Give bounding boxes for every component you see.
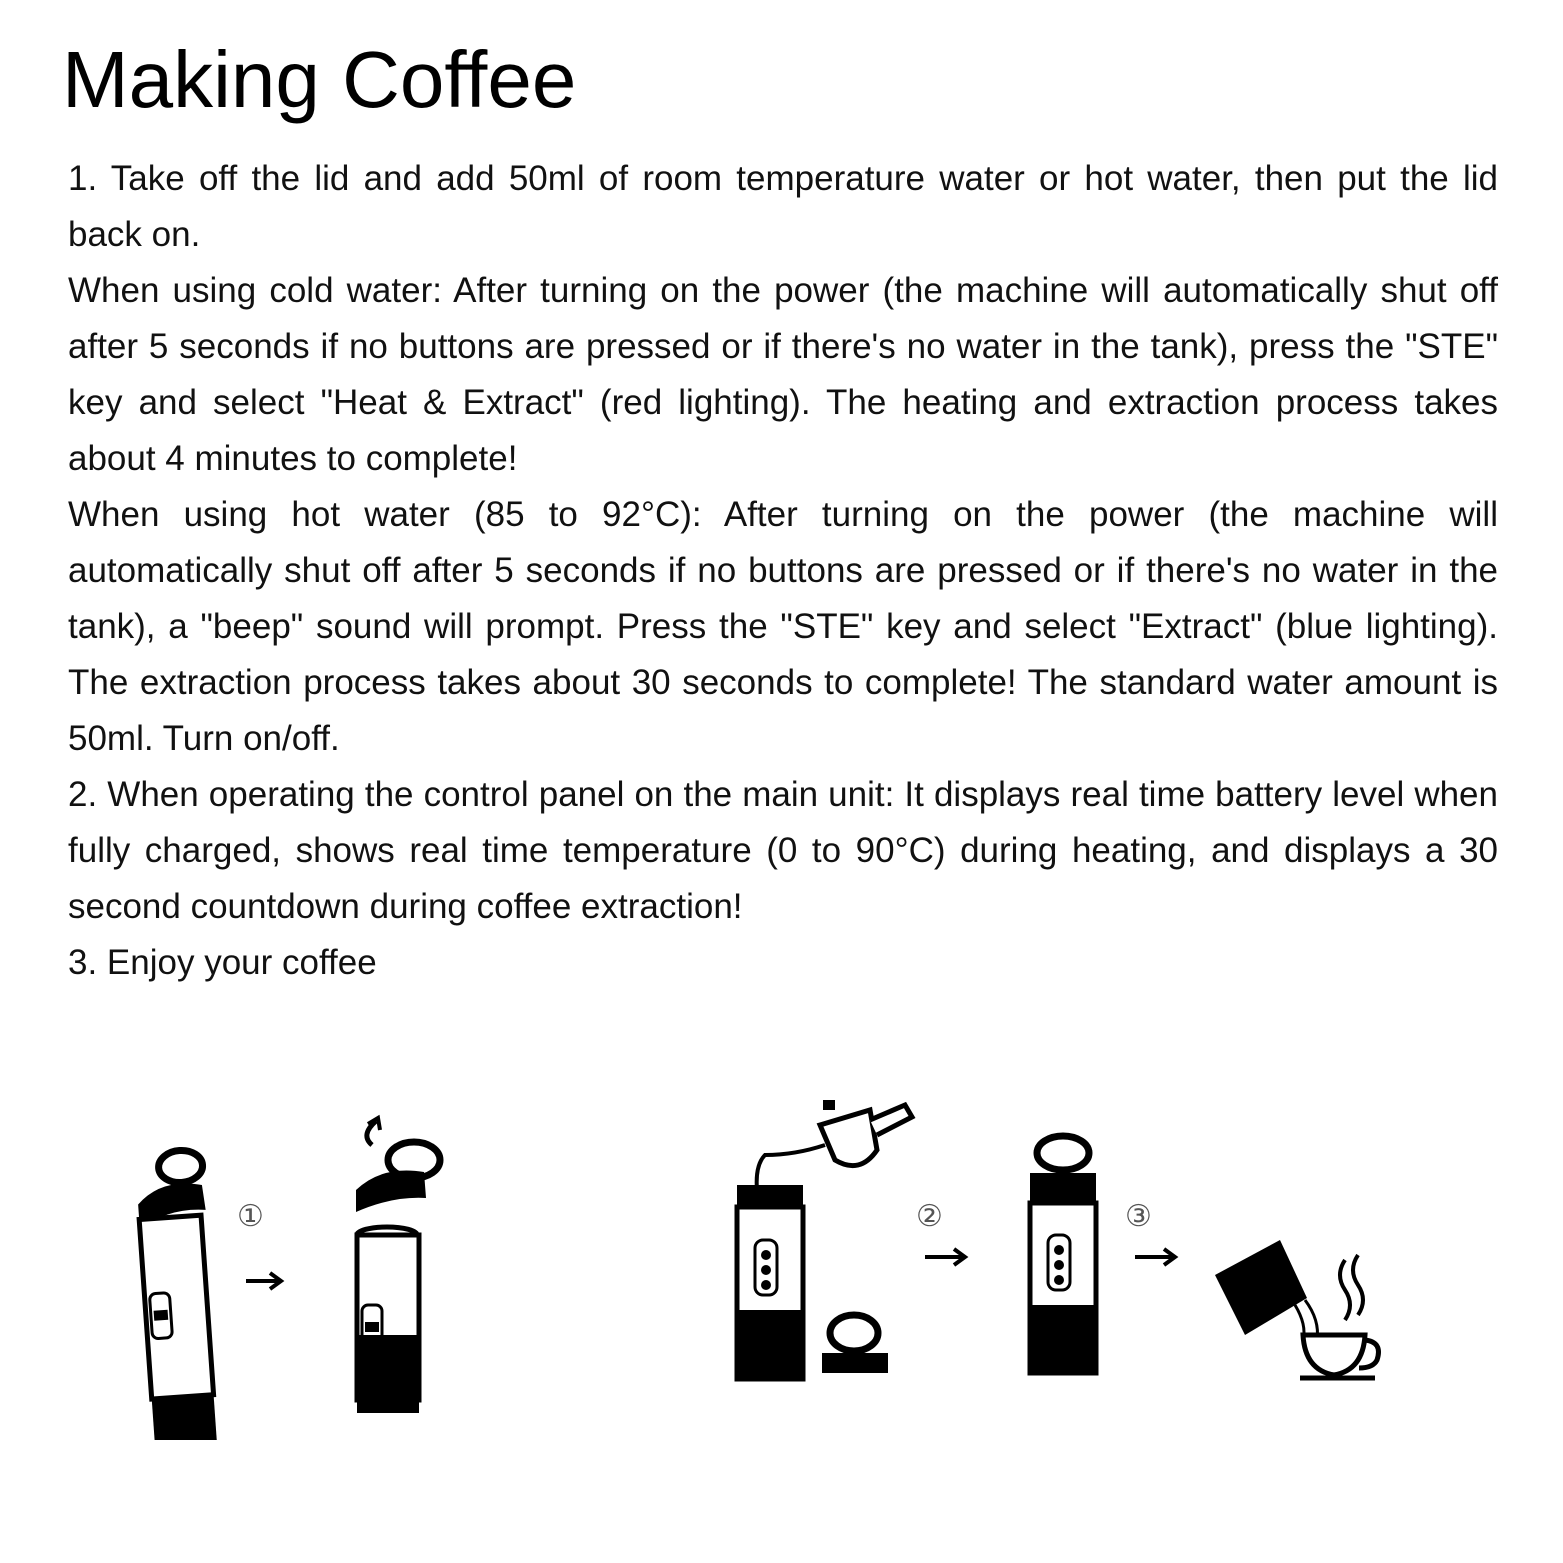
instruction-step-1: 1. Take off the lid and add 50ml of room temperature water or hot water, then put the lid back on. — [68, 159, 1498, 254]
coffee-maker-bottle-icon — [737, 1185, 803, 1380]
step-2-number: ② — [916, 1199, 943, 1234]
step-3-number: ③ — [1125, 1199, 1152, 1234]
instructions-text — [68, 151, 1498, 991]
coffee-cup-icon — [1215, 1240, 1379, 1378]
coffee-maker-bottle-icon — [1030, 1136, 1096, 1373]
lid-icon — [822, 1315, 888, 1373]
arrow-right-icon — [925, 1249, 965, 1265]
arrow-right-icon — [1135, 1249, 1175, 1265]
kettle-icon — [757, 1100, 912, 1190]
arrow-right-icon — [246, 1273, 281, 1289]
step-1-number: ① — [237, 1199, 264, 1234]
coffee-maker-bottle-icon — [135, 1149, 224, 1440]
instruction-step-3: 3. Enjoy your coffee — [68, 943, 377, 982]
coffee-maker-bottle-icon — [356, 1118, 440, 1413]
instruction-hot-water: When using hot water (85 to 92°C): After turning on the power (the machine will automatically shut off after 5 seconds if no buttons are pressed or if there's no water in the tank), a "beep" sound will prompt. Press the "STE" key and select "Extract" (blue lighting). The extraction process takes about 30 seconds to complete! The standard water amount is 50ml. Turn on/off. — [68, 495, 1498, 758]
instruction-cold-water: When using cold water: After turning on the power (the machine will automatically shut off after 5 seconds if no buttons are pressed or if there's no water in the tank), press the "STE" key and select "Heat & Extract" (red lighting). The heating and extraction process takes about 4 minutes to complete! — [68, 271, 1498, 478]
page-title: Making Coffee — [62, 35, 577, 124]
steps-illustration — [0, 1080, 1563, 1440]
instruction-step-2: 2. When operating the control panel on the main unit: It displays real time battery level when fully charged, shows real time temperature (0 to 90°C) during heating, and displays a 30 second countdown during coffee extraction! — [68, 775, 1498, 926]
